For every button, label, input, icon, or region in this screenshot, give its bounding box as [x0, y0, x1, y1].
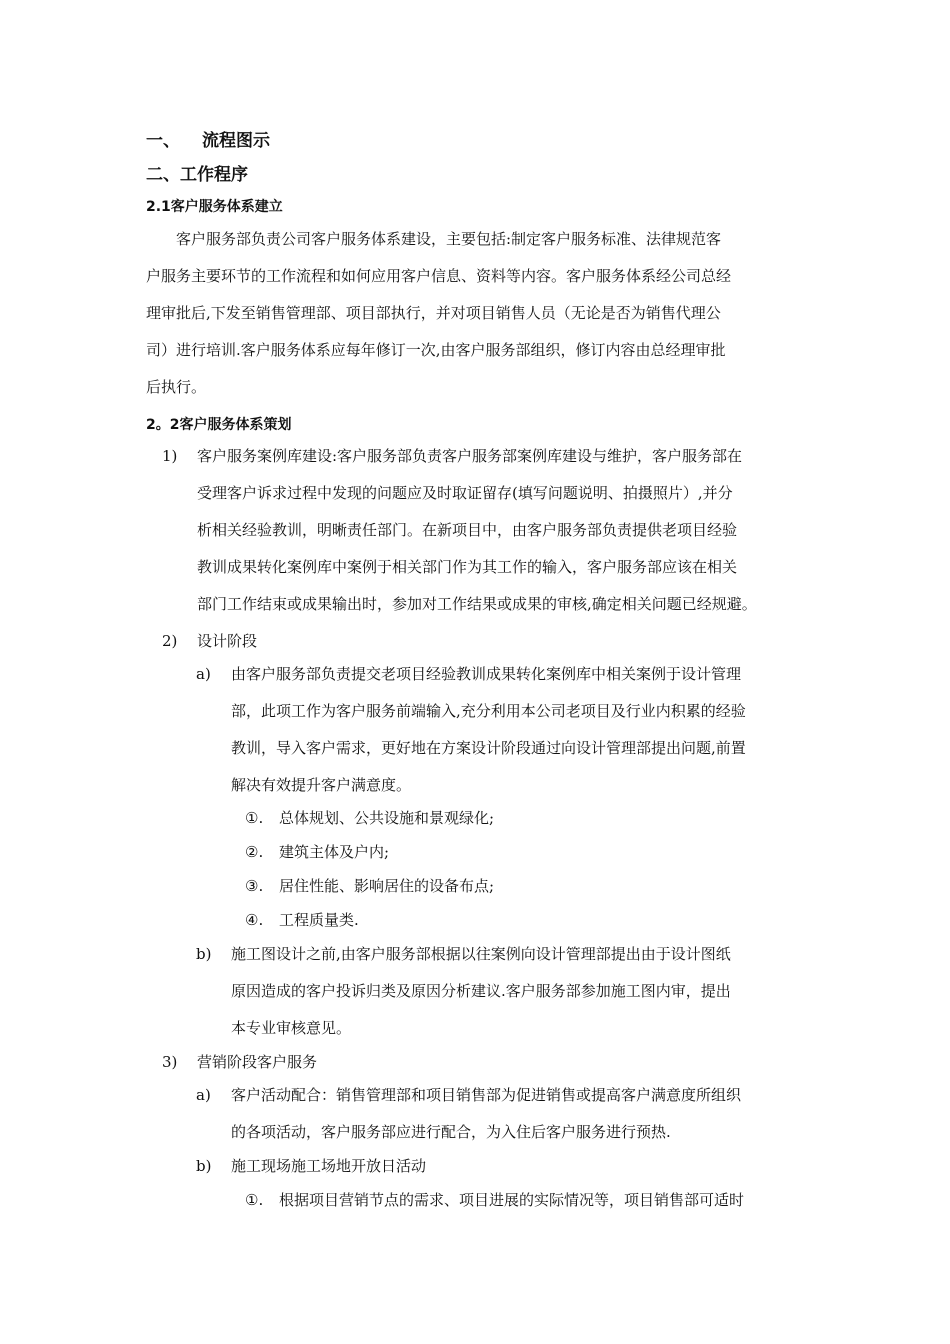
sub-marker: a)	[196, 1086, 211, 1104]
circled-item-text: 居住性能、影响居住的设备布点;	[279, 877, 495, 895]
paragraph-line: 部，此项工作为客户服务前端输入,充分利用本公司老项目及行业内积累的经验	[231, 702, 746, 720]
paragraph-line: 户服务主要环节的工作流程和如何应用客户信息、资料等内容。客户服务体系经公司总经	[146, 267, 732, 285]
sub-marker: b)	[196, 1157, 212, 1175]
paragraph-line: 的各项活动，客户服务部应进行配合，为入住后客户服务进行预热.	[231, 1123, 671, 1141]
circled-item-text: 总体规划、公共设施和景观绿化;	[279, 809, 495, 827]
paragraph-line: 受理客户诉求过程中发现的问题应及时取证留存(填写问题说明、拍摄照片）,并分	[197, 484, 733, 502]
circled-marker: ④.	[245, 911, 264, 929]
paragraph-line: 理审批后,下发至销售管理部、项目部执行，并对项目销售人员（无论是否为销售代理公	[146, 304, 721, 322]
list-item-title: 设计阶段	[197, 632, 258, 650]
paragraph-line: 部门工作结束或成果输出时，参加对工作结果或成果的审核,确定相关问题已经规避。	[197, 595, 757, 613]
circled-item-text: 建筑主体及户内;	[279, 843, 390, 861]
list-item-body	[197, 438, 817, 623]
paragraph-line: 施工图设计之前,由客户服务部根据以往案例向设计管理部提出由于设计图纸	[231, 945, 731, 963]
circled-marker: ①.	[245, 1191, 264, 1209]
sub-item-body	[231, 936, 821, 1047]
sub-item-body	[231, 656, 821, 804]
circled-marker: ③.	[245, 877, 264, 895]
sub-marker: a)	[196, 665, 211, 683]
list-item-title: 营销阶段客户服务	[197, 1053, 318, 1071]
paragraph-line: 教训，导入客户需求，更好地在方案设计阶段通过向设计管理部提出问题,前置	[231, 739, 746, 757]
sub-item-title: 施工现场施工场地开放日活动	[231, 1157, 427, 1175]
section-2-heading: 二、工作程序	[146, 165, 248, 185]
sub-marker: b)	[196, 945, 212, 963]
list-marker: 2)	[162, 632, 178, 650]
circled-item-text: 根据项目营销节点的需求、项目进展的实际情况等，项目销售部可适时	[279, 1191, 745, 1209]
paragraph-line: 客户服务案例库建设:客户服务部负责客户服务部案例库建设与维护，客户服务部在	[197, 447, 743, 465]
circled-marker: ②.	[245, 843, 264, 861]
circled-marker: ①.	[245, 809, 264, 827]
section-2-1-paragraph	[146, 221, 810, 406]
paragraph-line: 原因造成的客户投诉归类及原因分析建议.客户服务部参加施工图内审，提出	[231, 982, 731, 1000]
section-1-number: 一、	[146, 131, 180, 151]
circled-item-text: 工程质量类.	[279, 911, 359, 929]
paragraph-line: 本专业审核意见。	[231, 1019, 352, 1037]
paragraph-line: 由客户服务部负责提交老项目经验教训成果转化案例库中相关案例于设计管理	[231, 665, 742, 683]
sub-item-body	[231, 1077, 821, 1151]
paragraph-line: 客户服务部负责公司客户服务体系建设，主要包括:制定客户服务标准、法律规范客	[176, 230, 722, 248]
list-marker: 3)	[162, 1053, 178, 1071]
paragraph-line: 解决有效提升客户满意度。	[231, 776, 412, 794]
paragraph-line: 析相关经验教训，明晰责任部门。在新项目中，由客户服务部负责提供老项目经验	[197, 521, 738, 539]
section-1-title: 流程图示	[202, 131, 270, 151]
paragraph-line: 客户活动配合：销售管理部和项目销售部为促进销售或提高客户满意度所组织	[231, 1086, 742, 1104]
paragraph-line: 教训成果转化案例库中案例于相关部门作为其工作的输入，客户服务部应该在相关	[197, 558, 738, 576]
section-1-heading	[146, 126, 270, 151]
list-marker: 1)	[162, 447, 178, 465]
paragraph-line: 司）进行培训.客户服务体系应每年修订一次,由客户服务部组织，修订内容由总经理审批	[146, 341, 726, 359]
section-2-1-heading: 2.1客户服务体系建立	[146, 199, 283, 215]
paragraph-line: 后执行。	[146, 378, 207, 396]
section-2-2-heading: 2。2客户服务体系策划	[146, 417, 292, 433]
